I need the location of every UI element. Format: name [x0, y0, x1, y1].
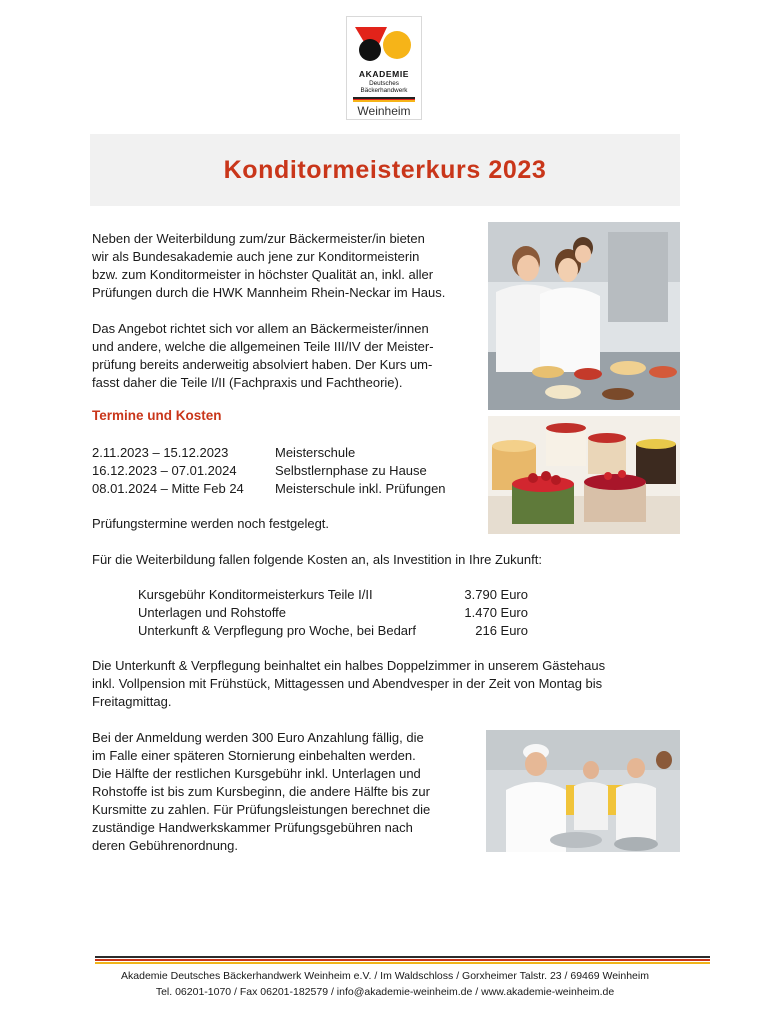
cost-amount: 216 Euro	[475, 623, 528, 638]
schedule-list	[92, 444, 492, 498]
schedule-dates: 2.11.2023 – 15.12.2023	[92, 445, 229, 460]
logo-text-deutsches: Deutsches	[369, 80, 399, 87]
cost-label: Unterlagen und Rohstoffe	[138, 605, 286, 620]
page-title: Konditormeisterkurs 2023	[223, 156, 547, 184]
audience-line: und andere, welche die allgemeinen Teile III/IV der Meister-	[92, 339, 434, 354]
costs-table	[138, 586, 538, 640]
payment-line: Bei der Anmeldung werden 300 Euro Anzahlung fällig, die	[92, 730, 424, 745]
logo-text-baeckerhandwerk: Bäckerhandwerk	[360, 87, 408, 94]
schedule-row	[92, 444, 492, 462]
schedule-dates: 16.12.2023 – 07.01.2024	[92, 463, 237, 478]
payment-line: Die Hälfte der restlichen Kursgebühr inkl. Unterlagen und	[92, 766, 421, 781]
payment-line: Rohstoffe ist bis zum Kursbeginn, die andere Hälfte bis zur	[92, 784, 430, 799]
logo-stripes	[353, 97, 415, 102]
cost-label: Unterkunft & Verpflegung pro Woche, bei Bedarf	[138, 623, 416, 638]
cost-label: Kursgebühr Konditormeisterkurs Teile I/II	[138, 587, 373, 602]
photo-cakes	[488, 416, 680, 534]
title-band	[90, 134, 680, 206]
accommodation-line: inkl. Vollpension mit Frühstück, Mittagessen und Abendvesper in der Zeit von Montag bis	[92, 676, 603, 691]
photo-students-bakery	[488, 222, 680, 410]
audience-line: Das Angebot richtet sich vor allem an Bäckermeister/innen	[92, 321, 429, 336]
schedule-text: Meisterschule inkl. Prüfungen	[275, 481, 446, 496]
schedule-row	[92, 462, 492, 480]
payment-line: deren Gebührenordnung.	[92, 838, 239, 853]
schedule-text: Selbstlernphase zu Hause	[275, 463, 427, 478]
accommodation-line: Die Unterkunft & Verpflegung beinhaltet ein halbes Doppelzimmer in unserem Gästehaus	[92, 658, 606, 673]
cost-row	[138, 586, 538, 604]
intro-line: wir als Bundesakademie auch jene zur Konditormeisterin	[92, 249, 420, 264]
intro-line: bzw. zum Konditormeister in höchster Qualität an, inkl. aller	[92, 267, 434, 282]
photo-bakers-working	[486, 730, 680, 852]
footer-contact: Tel. 06201-1070 / Fax 06201-182579 / info@akademie-weinheim.de / www.akademie-weinheim.de	[155, 986, 615, 998]
footer-divider	[95, 956, 710, 965]
cost-row	[138, 604, 538, 622]
schedule-text: Meisterschule	[275, 445, 356, 460]
accommodation-line: Freitagmittag.	[92, 694, 172, 709]
exam-note-text: Prüfungstermine werden noch festgelegt.	[92, 516, 330, 531]
logo-emblem-icon	[347, 17, 421, 69]
cost-amount: 1.470 Euro	[464, 605, 528, 620]
audience-paragraph	[92, 320, 434, 392]
logo-city: Weinheim	[357, 104, 411, 118]
payment-line: Kursmitte zu zahlen. Für Prüfungsleistungen berechnet die	[92, 802, 431, 817]
section-heading: Termine und Kosten	[92, 408, 222, 423]
audience-line: prüfung bereits anderweitig absolviert haben. Der Kurs um-	[92, 357, 433, 372]
costs-intro-text: Für die Weiterbildung fallen folgende Kosten an, als Investition in Ihre Zukunft:	[92, 552, 542, 567]
payment-line: im Falle einer späteren Stornierung einbehalten werden.	[92, 748, 416, 763]
payment-paragraph	[92, 729, 430, 855]
costs-intro	[92, 551, 542, 569]
payment-line: zuständige Handwerkskammer Prüfungsgebühren nach	[92, 820, 413, 835]
exam-note	[92, 515, 329, 533]
schedule-dates: 08.01.2024 – Mitte Feb 24	[92, 481, 244, 496]
cost-row	[138, 622, 538, 640]
accommodation-paragraph	[92, 657, 605, 711]
footer-address: Akademie Deutsches Bäckerhandwerk Weinheim e.V. / Im Waldschloss / Gorxheimer Talstr. 23 / 69469 Weinheim	[121, 970, 649, 982]
logo-text-akademie: AKADEMIE	[358, 69, 410, 79]
cost-amount: 3.790 Euro	[464, 587, 528, 602]
schedule-row	[92, 480, 492, 498]
intro-line: Prüfungen durch die HWK Mannheim Rhein-Neckar im Haus.	[92, 285, 446, 300]
audience-line: fasst daher die Teile I/II (Fachpraxis und Fachtheorie).	[92, 375, 403, 390]
intro-line: Neben der Weiterbildung zum/zur Bäckermeister/in bieten	[92, 231, 425, 246]
academy-logo	[346, 16, 422, 120]
intro-paragraph	[92, 230, 445, 302]
